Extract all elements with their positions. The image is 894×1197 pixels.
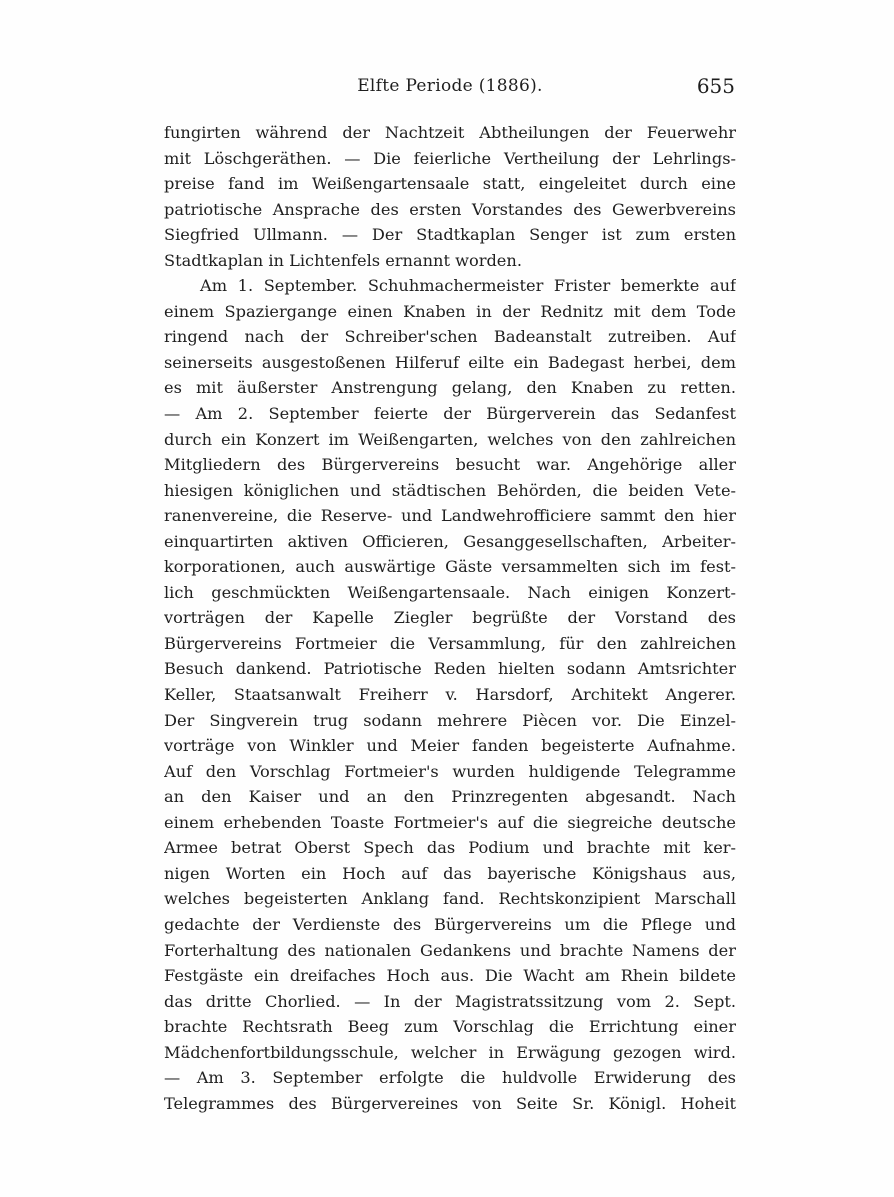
text-line: Auf den Vorschlag Fortmeier's wurden huldigende Telegramme [164,761,736,781]
running-title: Elfte Periode (1886). [357,76,543,96]
text-line: Mädchenfortbildungsschule, welcher in Erwägung gezogen wird. [164,1042,736,1062]
text-line: Bürgervereins Fortmeier die Versammlung, für den zahlreichen [164,633,736,653]
text-line: einquartirten aktiven Officieren, Gesanggesellschaften, Arbeiter- [164,531,736,551]
text-line: ranenvereine, die Reserve- und Landwehrofficiere sammt den hier [164,506,736,526]
text-line: patriotische Ansprache des ersten Vorstandes des Gewerbvereins [164,199,736,219]
text-line: Der Singverein trug sodann mehrere Piècen vor. Die Einzel- [164,710,736,730]
text-line: preise fand im Weißengartensaale statt, eingeleitet durch eine [164,174,736,194]
text-line: seinerseits ausgestoßenen Hilferuf eilte ein Badegast herbei, dem [164,352,736,372]
text-line: welches begeisterten Anklang fand. Rechtskonzipient Marschall [164,889,736,909]
text-line: lich geschmückten Weißengartensaale. Nach einigen Konzert- [164,582,736,602]
text-line: Telegrammes des Bürgervereines von Seite Sr. Königl. Hoheit [164,1093,736,1113]
text-line: gedachte der Verdienste des Bürgervereins um die Pflege und [164,914,736,934]
text-line: hiesigen königlichen und städtischen Behörden, die beiden Vete- [164,480,736,500]
text-line: ringend nach der Schreiber'schen Badeanstalt zutreiben. Auf [164,327,736,347]
text-line: Festgäste ein dreifaches Hoch aus. Die Wacht am Rhein bildete [164,966,736,986]
text-line: fungirten während der Nachtzeit Abtheilungen der Feuerwehr [164,123,736,142]
text-line: Armee betrat Oberst Spech das Podium und brachte mit ker- [164,838,736,858]
text-line: an den Kaiser und an den Prinzregenten abgesandt. Nach [164,787,736,807]
text-line: nigen Worten ein Hoch auf das bayerische Königshaus aus, [164,863,736,883]
text-line: — Am 2. September feierte der Bürgerverein das Sedanfest [164,404,736,424]
page-number: 655 [696,74,735,98]
text-line: Forterhaltung des nationalen Gedankens und brachte Namens der [164,940,736,960]
page-header [165,72,735,106]
text-line: Siegfried Ullmann. — Der Stadtkaplan Senger ist zum ersten [164,225,736,245]
text-line: Mitgliedern des Bürgervereins besucht war. Angehörige aller [164,455,736,475]
text-line: korporationen, auch auswärtige Gäste versammelten sich im fest- [164,557,736,577]
text-line: Am 1. September. Schuhmachermeister Frister bemerkte auf [200,276,736,296]
text-line: das dritte Chorlied. — In der Magistratssitzung vom 2. Sept. [164,991,736,1011]
text-line: Besuch dankend. Patriotische Reden hielten sodann Amtsrichter [164,659,736,679]
text-line: brachte Rechtsrath Beeg zum Vorschlag die Errichtung einer [164,1017,736,1037]
body-text [164,120,736,1116]
text-line: Stadtkaplan in Lichtenfels ernannt worden. [164,250,522,270]
text-line: einem erhebenden Toaste Fortmeier's auf die siegreiche deutsche [164,812,736,832]
text-line: es mit äußerster Anstrengung gelang, den Knaben zu retten. [164,378,736,398]
text-line: Keller, Staatsanwalt Freiherr v. Harsdorf, Architekt Angerer. [164,685,736,705]
text-line: durch ein Konzert im Weißengarten, welches von den zahlreichen [164,429,736,449]
text-line: vorträgen der Kapelle Ziegler begrüßte der Vorstand des [164,608,736,628]
text-line: vorträge von Winkler und Meier fanden begeisterte Aufnahme. [164,736,736,756]
text-line: — Am 3. September erfolgte die huldvolle Erwiderung des [164,1068,736,1088]
text-line: mit Löschgeräthen. — Die feierliche Vertheilung der Lehrlings- [164,148,736,168]
text-line: einem Spaziergange einen Knaben in der Rednitz mit dem Tode [164,301,736,321]
